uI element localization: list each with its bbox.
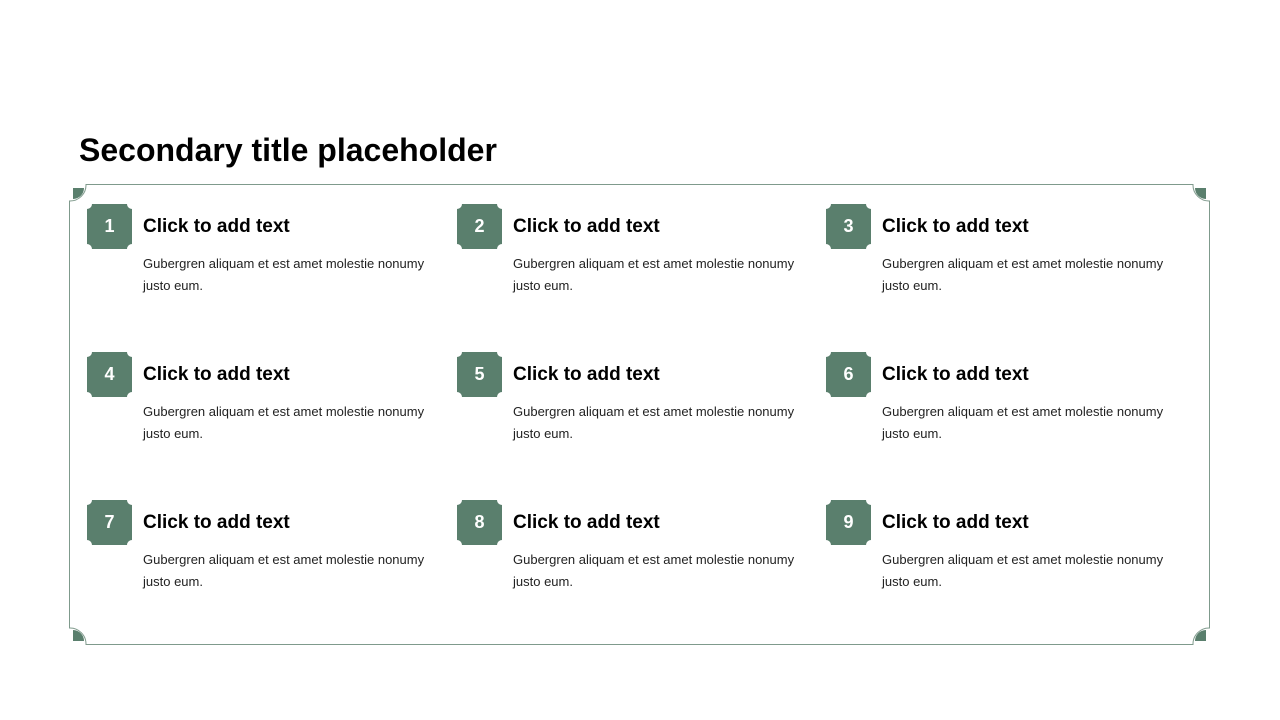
- item-heading[interactable]: Click to add text: [143, 512, 290, 533]
- number-badge: [826, 204, 871, 249]
- list-item: [457, 352, 797, 452]
- corner-ornament-top-right: [1195, 188, 1206, 199]
- item-heading[interactable]: Click to add text: [143, 216, 290, 237]
- corner-ornament-bottom-left: [73, 630, 84, 641]
- list-item: [87, 204, 427, 304]
- list-item: [826, 204, 1166, 304]
- list-item: [87, 500, 427, 600]
- item-body[interactable]: Gubergren aliquam et est amet molestie nonumy justo eum.: [143, 256, 425, 293]
- corner-ornament-top-left: [73, 188, 84, 199]
- badge-number: 9: [843, 512, 854, 532]
- number-badge: [87, 204, 132, 249]
- badge-number: 2: [474, 216, 485, 236]
- number-badge: [87, 352, 132, 397]
- item-body[interactable]: Gubergren aliquam et est amet molestie nonumy justo eum.: [513, 256, 795, 293]
- badge-number: 7: [104, 512, 115, 532]
- number-badge: [457, 500, 502, 545]
- number-badge: [457, 352, 502, 397]
- item-heading[interactable]: Click to add text: [143, 364, 290, 385]
- item-heading[interactable]: Click to add text: [882, 364, 1029, 385]
- list-item: [826, 352, 1166, 452]
- badge-number: 4: [104, 364, 115, 384]
- page-title[interactable]: Secondary title placeholder: [79, 132, 497, 168]
- number-badge: [457, 204, 502, 249]
- item-body[interactable]: Gubergren aliquam et est amet molestie nonumy justo eum.: [143, 404, 425, 441]
- number-badge: [826, 500, 871, 545]
- badge-number: 1: [104, 216, 115, 236]
- badge-number: 8: [474, 512, 485, 532]
- item-heading[interactable]: Click to add text: [882, 512, 1029, 533]
- item-heading[interactable]: Click to add text: [513, 216, 660, 237]
- item-body[interactable]: Gubergren aliquam et est amet molestie nonumy justo eum.: [513, 404, 795, 441]
- item-heading[interactable]: Click to add text: [513, 364, 660, 385]
- badge-number: 3: [843, 216, 854, 236]
- badge-number: 6: [843, 364, 854, 384]
- list-item: [457, 204, 797, 304]
- item-body[interactable]: Gubergren aliquam et est amet molestie nonumy justo eum.: [882, 404, 1164, 441]
- item-heading[interactable]: Click to add text: [513, 512, 660, 533]
- corner-ornament-bottom-right: [1195, 630, 1206, 641]
- list-item: [87, 352, 427, 452]
- number-badge: [826, 352, 871, 397]
- list-item: [457, 500, 797, 600]
- item-body[interactable]: Gubergren aliquam et est amet molestie nonumy justo eum.: [513, 552, 795, 589]
- item-body[interactable]: Gubergren aliquam et est amet molestie nonumy justo eum.: [882, 256, 1164, 293]
- number-badge: [87, 500, 132, 545]
- item-body[interactable]: Gubergren aliquam et est amet molestie nonumy justo eum.: [882, 552, 1164, 589]
- item-heading[interactable]: Click to add text: [882, 216, 1029, 237]
- badge-number: 5: [474, 364, 485, 384]
- item-body[interactable]: Gubergren aliquam et est amet molestie nonumy justo eum.: [143, 552, 425, 589]
- list-item: [826, 500, 1166, 600]
